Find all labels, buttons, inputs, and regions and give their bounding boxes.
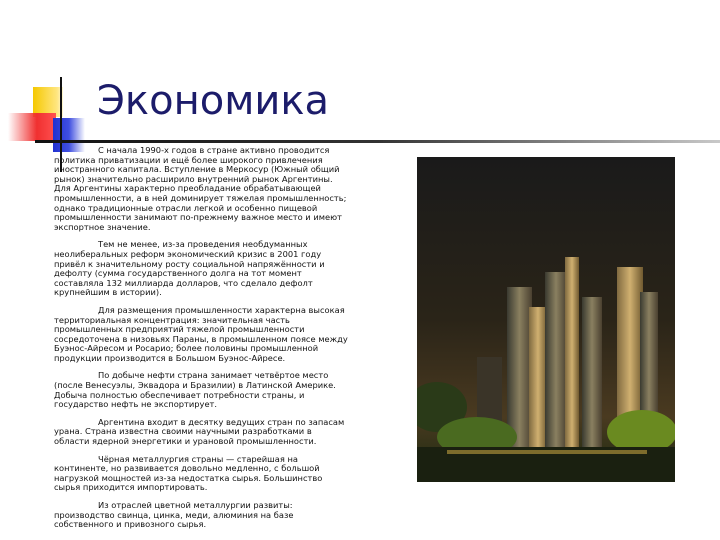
decor-red-bar bbox=[8, 113, 56, 141]
slide-body-text bbox=[54, 146, 349, 538]
slide-title: Экономика bbox=[97, 78, 330, 124]
paragraph: Для размещения промышленности характерна высокая территориальная концентрация: значительная часть промышленных предприятий тяжелой промышленности сосредоточена в низовьях Параны, в промышленном поясе между Буэнос-Айресом и Росарио; более половины промышленной продукции производится в Большом Буэнос-Айресе. bbox=[54, 304, 348, 363]
paragraph: По добыче нефти страна занимает четвёртое место (после Венесуэлы, Эквадора и Бразилии) в Латинской Америке. Добыча полностью обеспечивает потребности страны, и государство нефть не экспортирует. bbox=[54, 370, 336, 410]
paragraph: Чёрная металлургия страны — старейшая на континенте, но развивается довольно медленно, с большой нагрузкой мощностей из-за недостатка сырья. Большинство сырья приходится импортировать. bbox=[54, 453, 323, 493]
paragraph: Аргентина входит в десятку ведущих стран по запасам урана. Страна известна своими научными разработками в области ядерной энергетики и урановой промышленности. bbox=[54, 416, 345, 447]
paragraph: Тем не менее, из-за проведения необдуманных неолиберальных реформ экономический кризис в 2001 году привёл к значительному росту социальной напряжённости и дефолту (сумма государственного долга на тот момент составляла 132 миллиарда долларов, что сделало дефолт крупнейшим в истории). bbox=[54, 239, 325, 298]
city-night-photo bbox=[417, 157, 675, 482]
title-divider-line bbox=[35, 140, 720, 143]
paragraph: Из отраслей цветной металлургии развиты: производство свинца, цинка, меди, алюминия на базе собственного и привозного сырья. bbox=[54, 500, 294, 530]
paragraph: С начала 1990-х годов в стране активно проводится политика приватизации и ещё более широкого привлечения иностранного капитала. Вступление в Меркосур (Южный общий рынок) значительно расширило внутренний рынок Аргентины. Для Аргентины характерно преобладание обрабатывающей промышленности, а в ней доминирует тяжелая промышленность; однако традиционные отрасли легкой и особенно пищевой промышленности занимают по-прежнему важное место и имеют экспортное значение. bbox=[54, 145, 347, 232]
